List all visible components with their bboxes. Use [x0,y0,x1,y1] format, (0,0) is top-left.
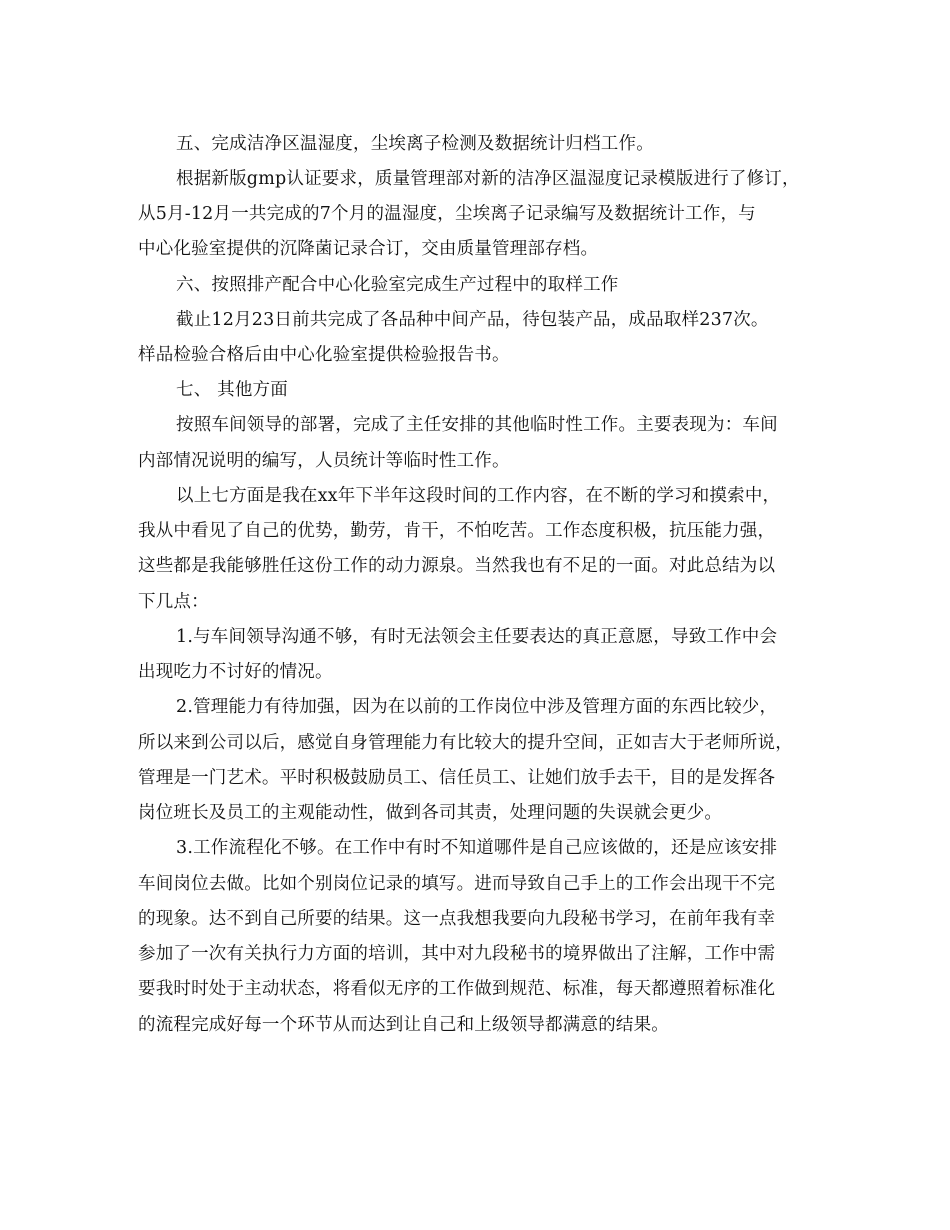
paragraph-line: 截止12月23日前共完成了各品种中间产品，待包装产品，成品取样237次。 [176,310,769,330]
paragraph-line: 车间岗位去做。比如个别岗位记录的填写。进而导致自己手上的工作会出现干不完 [138,874,776,894]
paragraph-line: 的流程完成好每一个环节从而达到让自己和上级领导都满意的结果。 [138,1015,669,1035]
paragraph-line: 的现象。达不到自己所要的结果。这一点我想我要向九段秘书学习，在前年我有幸 [138,909,776,929]
paragraph-line: 我从中看见了自己的优势，勤劳，肯干，不怕吃苦。工作态度积极，抗压能力强， [138,521,776,541]
paragraph-line: 下几点： [138,592,209,612]
paragraph-line: 样品检验合格后由中心化验室提供检验报告书。 [138,345,510,365]
section-heading-7: 七、 其他方面 [176,380,288,400]
list-item-1: 1.与车间领导沟通不够，有时无法领会主任要表达的真正意愿，导致工作中会 [176,627,778,647]
paragraph-line: 中心化验室提供的沉降菌记录合订，交由质量管理部存档。 [138,239,599,259]
paragraph-line: 内部情况说明的编写，人员统计等临时性工作。 [138,451,510,471]
paragraph-line: 这些都是我能够胜任这份工作的动力源泉。当然我也有不足的一面。对此总结为以 [138,556,776,576]
list-item-3: 3.工作流程化不够。在工作中有时不知道哪件是自己应该做的，还是应该安排 [176,838,778,858]
paragraph-line: 管理是一门艺术。平时积极鼓励员工、信任员工、让她们放手去干，目的是发挥各 [138,768,776,788]
section-heading-5: 五、完成洁净区温湿度，尘埃离子检测及数据统计归档工作。 [176,134,654,154]
paragraph-line: 参加了一次有关执行力方面的培训，其中对九段秘书的境界做出了注解，工作中需 [138,944,776,964]
paragraph-line: 所以来到公司以后，感觉自身管理能力有比较大的提升空间，正如吉大于老师所说， [138,733,793,753]
paragraph-line: 出现吃力不讨好的情况。 [138,662,333,682]
section-heading-6: 六、按照排产配合中心化验室完成生产过程中的取样工作 [176,275,619,295]
paragraph-line: 按照车间领导的部署，完成了主任安排的其他临时性工作。主要表现为：车间 [176,415,778,435]
paragraph-line: 岗位班长及员工的主观能动性，做到各司其责，处理问题的失误就会更少。 [138,803,723,823]
paragraph-line: 以上七方面是我在xx年下半年这段时间的工作内容，在不断的学习和摸索中， [176,486,781,506]
paragraph-line: 从5月-12月一共完成的7个月的温湿度，尘埃离子记录编写及数据统计工作，与 [138,204,756,224]
list-item-2: 2.管理能力有待加强，因为在以前的工作岗位中涉及管理方面的东西比较少， [176,697,778,717]
paragraph-line: 根据新版gmp认证要求，质量管理部对新的洁净区温湿度记录模版进行了修订， [176,169,800,189]
paragraph-line: 要我时时处于主动状态，将看似无序的工作做到规范、标准，每天都遵照着标准化 [138,979,776,999]
